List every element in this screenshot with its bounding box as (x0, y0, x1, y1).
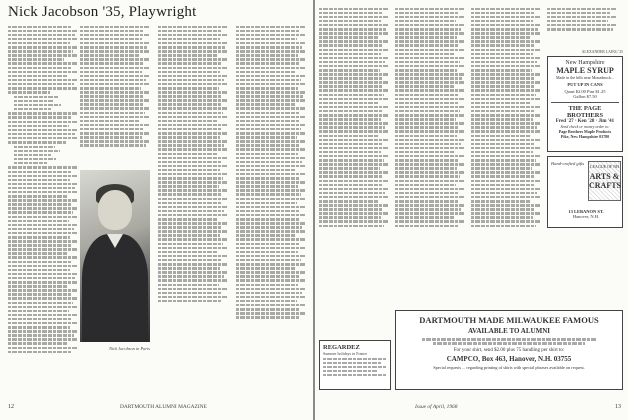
ad-maple-line6: Gallon $7.50 (573, 94, 597, 99)
article-column-2 (80, 24, 150, 164)
ad-crafts-line3: ARTS & CRAFTS (589, 172, 622, 190)
article-column-8 (547, 6, 617, 46)
ad-page-brothers-line1: THE PAGE BROTHERS (566, 105, 604, 119)
ad-regardez-line1: REGARDEZ (323, 344, 360, 351)
footer-issue: Issue of April, 1968 (415, 404, 458, 410)
article-column-6 (395, 6, 465, 306)
ad-crafts-line2: LEAGUE OF NH (590, 164, 619, 169)
article-title: Nick Jacobson '35, Playwright (8, 4, 197, 20)
ad-crafts-line4: 13 LEBANON ST. (568, 209, 604, 214)
ad-maple-syrup (547, 56, 623, 152)
ad-maple-line2: MAPLE SYRUP (556, 66, 614, 75)
ad-crafts-line5: Hanover, N.H. (572, 214, 600, 219)
article-column-1 (8, 24, 78, 384)
left-page (0, 0, 313, 420)
ad-dartmouth-line2: AVAILABLE TO ALUMNI (468, 327, 550, 335)
ad-dartmouth-line4: CAMPCO, Box 463, Hanover, N.H. 03755 (446, 354, 572, 363)
article-column-3 (158, 24, 228, 384)
ad-page-brothers-line3: Send check or money order to: (560, 124, 610, 129)
article-column-7 (471, 6, 541, 306)
ad-maple-line5: Quart $2.00 Pint $1.25 (564, 89, 606, 94)
ad-maple-line3: Made in the hills near Monadnock... (556, 75, 614, 80)
ad-regardez (319, 340, 391, 390)
article-text-block (8, 26, 78, 94)
right-page (315, 0, 628, 420)
ad-dartmouth-line5: Special requests ... regarding printing of shirts with special phrases available on request. (433, 364, 585, 370)
poem-excerpt-1 (14, 96, 78, 111)
ad-page-brothers-line2: Fred '27 · Ken '28 · Jim '41 (555, 119, 615, 124)
ad-page-brothers-line4: Page Brothers Maple Products (558, 129, 612, 134)
page-number-right: 13 (615, 404, 621, 410)
poem-excerpt-2 (14, 146, 78, 165)
ad-maple-line1: New Hampshire (565, 60, 605, 66)
article-column-4 (236, 24, 306, 384)
author-signature: ALEXANDER LAING '25 (581, 50, 623, 54)
footer-magazine: DARTMOUTH ALUMNI MAGAZINE (120, 404, 207, 410)
author-photo (80, 170, 150, 342)
article-column-5 (319, 6, 389, 306)
ad-page-brothers-line5: Pike, New Hampshire 03780 (560, 134, 610, 139)
page-number-left: 12 (8, 404, 14, 410)
ad-maple-line4: PUT UP IN CANS (567, 82, 603, 87)
crafts-logo-icon (588, 161, 621, 201)
ad-dartmouth-shirts (395, 310, 623, 390)
ad-crafts-line1: Hand-crafted gifts (551, 161, 585, 166)
ad-regardez-line2: Summer holidays in France (323, 351, 368, 356)
photo-caption: Nick Jacobson in Paris (109, 346, 150, 351)
ad-dartmouth-line1: DARTMOUTH MADE MILWAUKEE FAMOUS (419, 315, 599, 325)
ad-dartmouth-line3: For your shirt, send $2.00 plus 75 handling per shirt to: (453, 347, 565, 353)
ad-league-crafts (547, 156, 623, 228)
